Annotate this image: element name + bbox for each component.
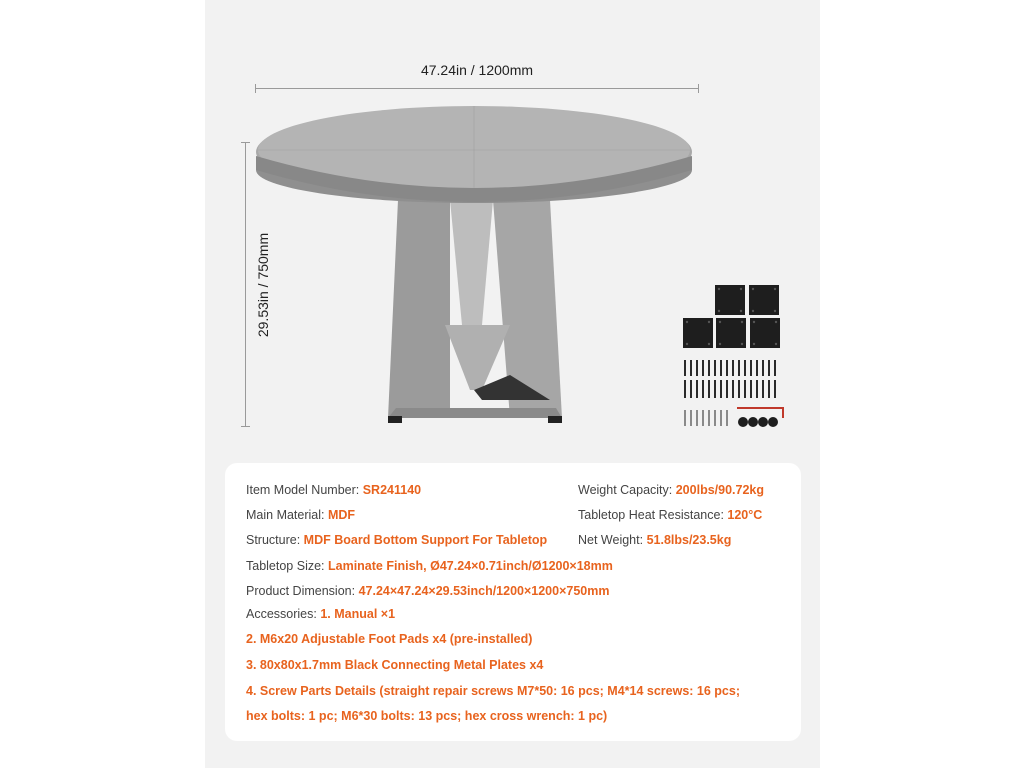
tabletop-size-row: Tabletop Size: Laminate Finish, Ø47.24×0.71inch/Ø1200×18mm xyxy=(246,559,613,573)
spec-card xyxy=(225,463,801,741)
round-pedestal-table-image xyxy=(250,100,710,430)
width-dimension-label: 47.24in / 1200mm xyxy=(420,62,534,78)
width-dimension-line xyxy=(255,88,699,89)
product-dimension-row: Product Dimension: 47.24×47.24×29.53inch/1200×1200×750mm xyxy=(246,584,610,598)
item-model-row: Item Model Number: SR241140 xyxy=(246,483,422,497)
main-material-row: Main Material: MDF xyxy=(246,508,356,522)
accessory-line-2: 2. M6x20 Adjustable Foot Pads x4 (pre-installed) xyxy=(246,632,533,646)
hardware-kit-image xyxy=(675,280,795,440)
net-weight-row: Net Weight: 51.8lbs/23.5kg xyxy=(578,533,732,547)
weight-capacity-row: Weight Capacity: 200lbs/90.72kg xyxy=(578,483,764,497)
accessory-line-4: 4. Screw Parts Details (straight repair screws M7*50: 16 pcs; M4*14 screws: 16 pcs; xyxy=(246,684,740,698)
heat-resistance-row: Tabletop Heat Resistance: 120°C xyxy=(578,508,763,522)
structure-row: Structure: MDF Board Bottom Support For Tabletop xyxy=(246,533,548,547)
accessory-line-4-continued: hex bolts: 1 pc; M6*30 bolts: 13 pcs; hex cross wrench: 1 pc) xyxy=(246,709,608,723)
accessory-line-3: 3. 80x80x1.7mm Black Connecting Metal Plates x4 xyxy=(246,658,544,672)
accessories-row: Accessories: 1. Manual ×1 xyxy=(246,607,396,621)
height-dimension-line xyxy=(245,142,246,427)
